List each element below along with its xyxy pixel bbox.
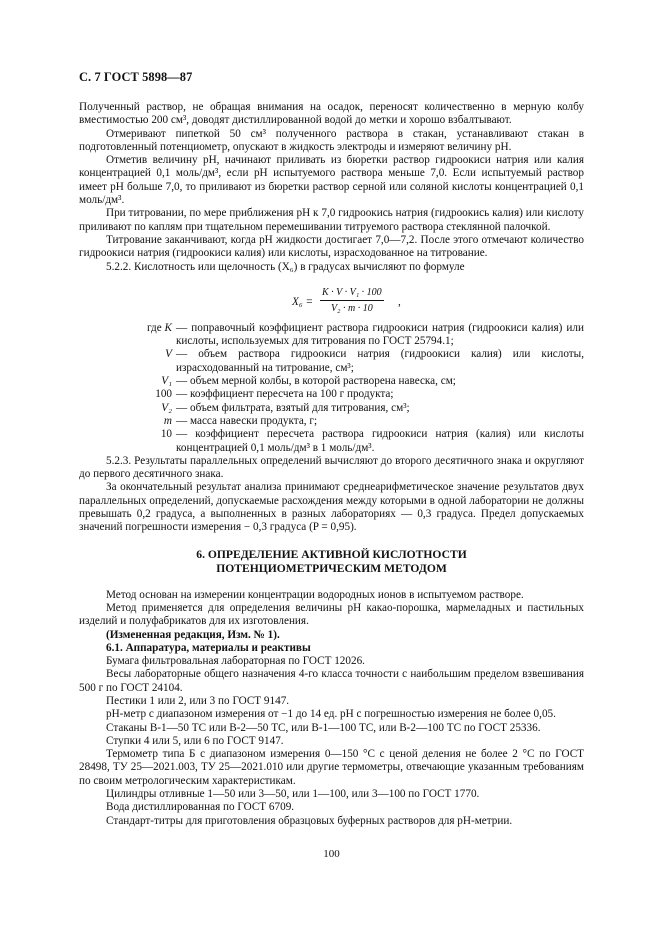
definition-symbol [79,375,176,388]
paragraph: Отмеривают пипеткой 50 см³ полученного раствора в стакан, устанавливают стакан в подготовленный потенциометр, опускают в жидкость электроды и измеряют величину рН. [79,127,584,153]
paragraph: 6.1. Аппаратура, материалы и реактивы [106,641,311,654]
definition-symbol [79,322,176,349]
definition-row [79,375,584,388]
formula-numerator: K · V · V₁ · 100 [320,286,384,301]
bottom-paragraphs [79,589,584,828]
paragraph: Стаканы В-1—50 ТС или В-2—50 ТС, или В-1—100 ТС, или В-2—100 ТС по ГОСТ 25336. [106,721,541,734]
definition-text: — коэффициент пересчета раствора гидроокиси натрия (калия) или кислоты концентрацией 0,1 моль/дм³ в 1 моль/дм³. [176,428,584,454]
definitions-lead: где [147,321,162,334]
definition-text: — объем фильтрата, взятый для титрования, см³; [176,401,410,414]
paragraph: рН-метр с диапазоном измерения от −1 до 14 ед. рН с погрешностью измерения не более 0,05. [106,708,556,721]
paragraph: Бумага фильтровальная лабораторная по ГОСТ 12026. [106,655,365,668]
definition-symbol [79,428,176,455]
formula-comma: , [398,295,401,308]
page-number: 100 [323,848,340,860]
paragraph: (Измененная редакция, Изм. № 1). [106,628,280,641]
paragraph: Цилиндры отливные 1—50 или 3—50, или 1—100, или 3—100 по ГОСТ 1770. [106,788,480,801]
definition-symbol-text: V [165,348,172,361]
definition-row [79,322,584,349]
definition-symbol-text: V₁ [161,375,172,388]
paragraph: Пестики 1 или 2, или 3 по ГОСТ 9147. [106,694,290,707]
definition-symbol [79,402,176,415]
paragraph: Термометр типа Б с диапазоном измерения 0—150 °С с ценой деления не более 2 °С по ГОСТ 28498, ТУ 25—2021.003, ТУ 25—2021.010 или другие термометры, отвечающие указанным требованиям по своим метрологическим характеристикам. [79,748,584,787]
formula-fraction [320,286,384,316]
paragraph: Метод применяется для определения величины рН какао-порошка, мармеладных и пастильных изделий и полуфабрикатов для их изготовления. [79,601,584,628]
definition-symbol-text: 100 [155,388,172,401]
definition-row [79,388,584,401]
definition-text: — масса навески продукта, г; [176,414,318,427]
document-body [79,101,584,828]
definition-symbol [79,415,176,428]
formula [79,274,584,322]
paragraph: Титрование заканчивают, когда рН жидкости достигает 7,0—7,2. После этого отмечают количество гидроокиси натрия (гидроокиси калия) или кислоты, израсходованное на титрование. [79,233,584,260]
definition-row [79,428,584,455]
section-heading-line2: ПОТЕНЦИОМЕТРИЧЕСКИМ МЕТОДОМ [216,561,447,575]
definition-symbol-text: V₂ [161,401,172,414]
definition-row [79,415,584,428]
definition-text: — коэффициент пересчета на 100 г продукта; [176,388,394,401]
definition-text: — объем мерной колбы, в которой растворена навеска, см; [176,375,456,388]
paragraph: Метод основан на измерении концентрации водородных ионов в испытуемом растворе. [106,588,524,601]
paragraph: 5.2.2. Кислотность или щелочность (X₆) в градусах вычисляют по формуле [106,260,465,273]
top-paragraphs [79,101,584,274]
page-header: С. 7 ГОСТ 5898—87 [79,70,193,84]
definition-row [79,402,584,415]
mid-paragraphs [79,455,584,535]
definition-text: — поправочный коэффициент раствора гидроокиси натрия (гидроокиси калия) или кислоты, используемых для титрования по ГОСТ 25794.1; [176,321,584,348]
definition-symbol [79,388,176,401]
formula-lhs: X₆ = [292,295,314,308]
paragraph: Ступки 4 или 5, или 6 по ГОСТ 9147. [106,734,284,747]
paragraph: Полученный раствор, не обращая внимания на осадок, переносят количественно в мерную колбу вместимостью 200 см³, доводят дистиллированной водой до метки и хорошо взбалтывают. [79,101,584,127]
definition-symbol-text: m [163,414,172,427]
paragraph: Отметив величину рН, начинают приливать из бюретки раствор гидроокиси натрия или калия концентрацией 0,1 моль/дм³, если рН испытуемого раствора меньше 7,0. Если испытуемый раствор имеет рН больше 7,0, то приливают из бюретки раствор серной или соляной кислоты концентрацией 0,1 моль/дм³. [79,154,584,207]
paragraph: Стандарт-титры для приготовления образцовых буферных растворов для рН-метрии. [106,814,513,827]
paragraph: Вода дистиллированная по ГОСТ 6709. [106,801,295,814]
paragraph: 5.2.3. Результаты параллельных определений вычисляют до второго десятичного знака и округляют до первого десятичного знака. [79,454,584,481]
section-heading [79,548,584,576]
definition-symbol-text: K [164,321,172,334]
definition-symbol-text: 10 [160,428,172,441]
paragraph: При титровании, по мере приближения рН к 7,0 гидроокись натрия (гидроокись калия) или кислоту приливают по каплям при тщательном перемешивании титруемого раствора стеклянной палочкой. [79,207,584,233]
paragraph: Весы лабораторные общего назначения 4-го класса точности с наибольшим пределом взвешивания 500 г по ГОСТ 24104. [79,668,584,694]
formula-denominator: V₂ · m · 10 [330,303,373,315]
definition-text: — объем раствора гидроокиси натрия (гидроокиси калия) или кислоты, израсходованный на титрование, см³; [176,348,584,374]
variable-definitions [79,322,584,455]
section-heading-line1: 6. ОПРЕДЕЛЕНИЕ АКТИВНОЙ КИСЛОТНОСТИ [196,547,467,561]
definition-row [79,348,584,375]
paragraph: За окончательный результат анализа принимают среднеарифметическое значение результатов двух параллельных определений, допускаемые расхождения между которыми в одной лаборатории не должны превышать 0,2 градуса, а выполненных в разных лабораториях — 0,3 градуса. Предел допускаемых значений погрешности измерения − 0,3 градуса (P = 0,95). [79,481,584,534]
definition-symbol [79,348,176,375]
